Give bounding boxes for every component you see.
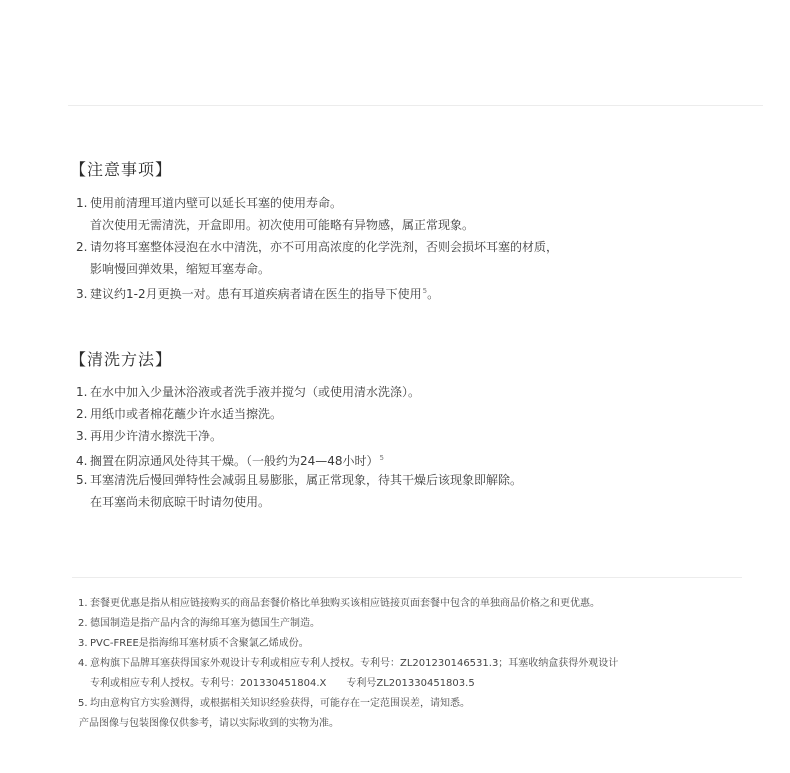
cleaning-list	[76, 381, 522, 513]
list-item: 4. 搁置在阴凉通风处待其干燥。（一般约为24—48小时）$^5$	[76, 454, 385, 468]
top-divider	[68, 105, 763, 106]
list-item: 3. 建议约1-2月更换一对。患有耳道疾病者请在医生的指导下使用$^5$。	[76, 287, 440, 301]
footnotes-list	[78, 594, 618, 734]
footnote-continuation: 专利或相应专利人授权。专利号：201330451804.X 专利号ZL201330451803.5	[90, 678, 475, 689]
precautions-list	[76, 192, 558, 302]
list-item: 2. 用纸巾或者棉花蘸少许水适当擦洗。	[76, 407, 283, 421]
list-item: 1. 使用前清理耳道内壁可以延长耳塞的使用寿命。	[76, 196, 343, 210]
footnote-item: 5. 均由意构官方实验测得，或根据相关知识经验获得，可能存在一定范围误差，请知悉。	[78, 698, 470, 709]
footnote-item: 2. 德国制造是指产品内含的海绵耳塞为德国生产制造。	[78, 618, 320, 629]
list-item: 1. 在水中加入少量沐浴液或者洗手液并搅匀（或使用清水洗涤）。	[76, 385, 421, 399]
list-item-continuation: 在耳塞尚未彻底晾干时请勿使用。	[90, 495, 271, 509]
list-item: 5. 耳塞清洗后慢回弹特性会减弱且易膨胀，属正常现象，待其干燥后该现象即解除。	[76, 473, 523, 487]
list-item: 2. 请勿将耳塞整体浸泡在水中清洗，亦不可用高浓度的化学洗剂，否则会损坏耳塞的材质，	[76, 240, 559, 254]
cleaning-heading: 【清洗方法】	[70, 350, 173, 369]
notes-divider	[72, 577, 742, 578]
list-item: 3. 再用少许清水擦洗干净。	[76, 429, 223, 443]
list-item-continuation: 影响慢回弹效果，缩短耳塞寿命。	[90, 262, 271, 276]
footnote-marker: 5	[379, 454, 385, 462]
precautions-heading: 【注意事项】	[70, 160, 173, 179]
disclaimer-text: 产品图像与包装图像仅供参考，请以实际收到的实物为准。	[79, 718, 339, 729]
footnote-item: 3. PVC-FREE是指海绵耳塞材质不含聚氯乙烯成份。	[78, 638, 309, 649]
footnote-item: 4. 意构旗下品牌耳塞获得国家外观设计专利或相应专利人授权。专利号：ZL201230146531.3；耳塞收纳盒获得外观设计	[78, 658, 619, 669]
footnote-marker: 5	[422, 287, 428, 295]
footnote-item: 1. 套餐更优惠是指从相应链接购买的商品套餐价格比单独购买该相应链接页面套餐中包含的单独商品价格之和更优惠。	[78, 598, 600, 609]
list-item-continuation: 首次使用无需清洗，开盒即用。初次使用可能略有异物感，属正常现象。	[90, 218, 475, 232]
